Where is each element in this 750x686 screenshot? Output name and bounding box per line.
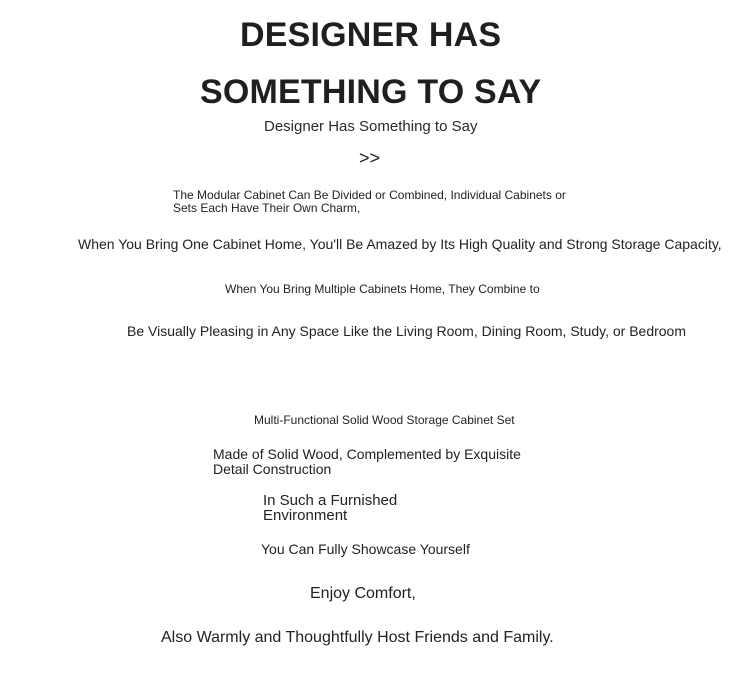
- host-friends-text: Also Warmly and Thoughtfully Host Friends and Family.: [161, 629, 554, 646]
- furnished-environment-text: In Such a Furnished Environment: [263, 492, 398, 524]
- multiple-cabinets-text: When You Bring Multiple Cabinets Home, They Combine to: [225, 282, 540, 296]
- solid-wood-text: Made of Solid Wood, Complemented by Exquisite Detail Construction: [213, 446, 521, 477]
- title-line-1: DESIGNER HAS: [240, 16, 502, 54]
- set-name-text: Multi-Functional Solid Wood Storage Cabinet Set: [254, 413, 515, 427]
- modular-cabinet-text: The Modular Cabinet Can Be Divided or Combined, Individual Cabinets or Sets Each Have Their Own Charm,: [173, 188, 566, 215]
- comfort-text: Enjoy Comfort,: [310, 585, 416, 602]
- visually-pleasing-text: Be Visually Pleasing in Any Space Like the Living Room, Dining Room, Study, or Bedroom: [127, 323, 687, 339]
- subtitle: Designer Has Something to Say: [264, 118, 478, 135]
- title-line-2: SOMETHING TO SAY: [200, 73, 542, 111]
- arrow-icon: >>: [359, 148, 381, 168]
- one-cabinet-text: When You Bring One Cabinet Home, You'll Be Amazed by Its High Quality and Strong Storage Capacity,: [78, 236, 722, 252]
- showcase-text: You Can Fully Showcase Yourself: [261, 541, 470, 557]
